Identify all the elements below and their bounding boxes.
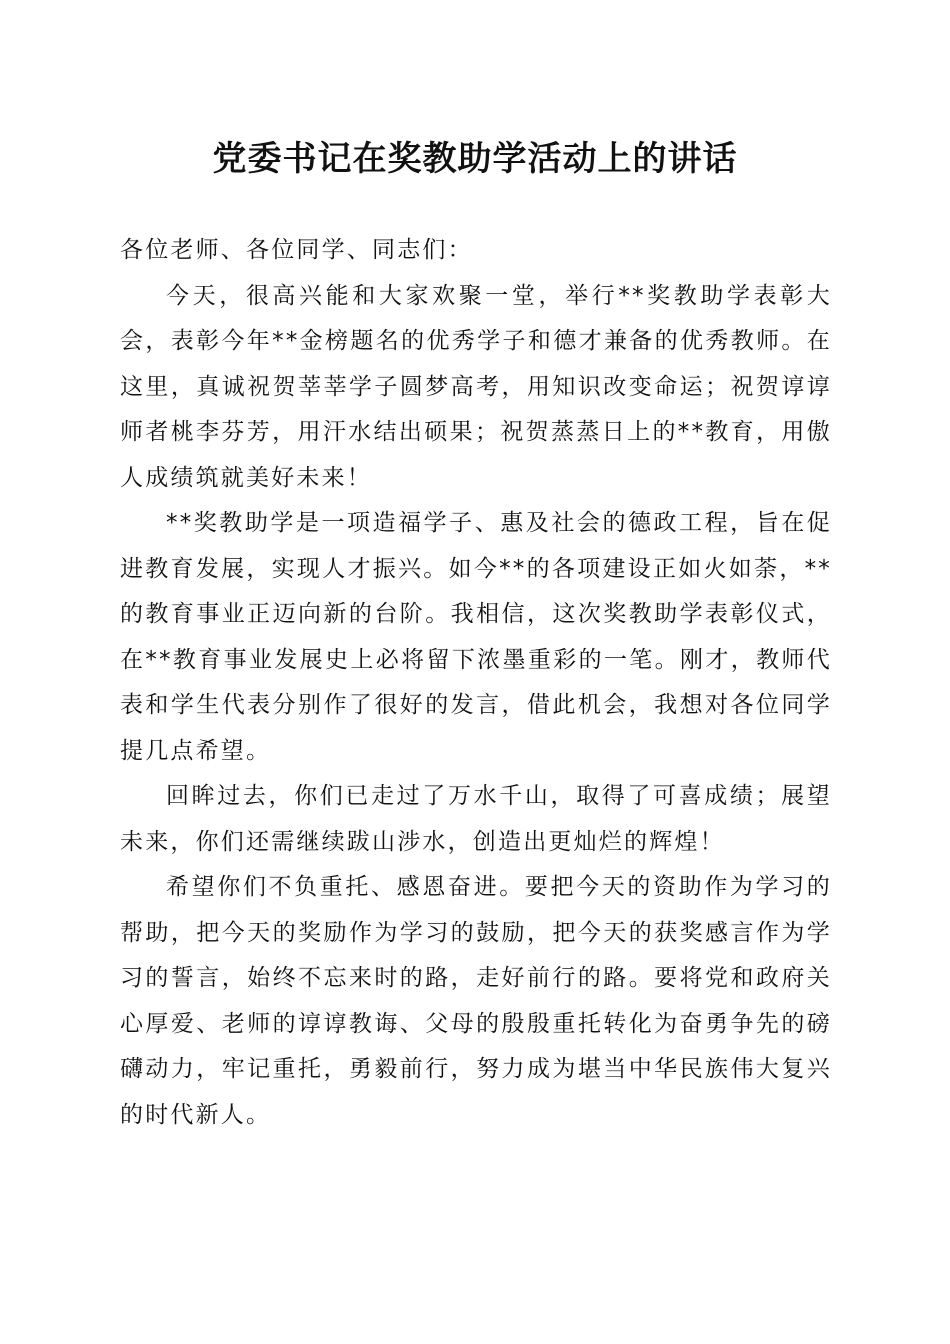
paragraph-3: 回眸过去，你们已走过了万水千山，取得了可喜成绩；展望未来，你们还需继续跋山涉水，创造出更灿烂的辉煌！ — [120, 783, 832, 855]
paragraph-1: 今天，很高兴能和大家欢聚一堂，举行**奖教助学表彰大会，表彰今年**金榜题名的优秀学子和德才兼备的优秀教师。在这里，真诚祝贺莘莘学子圆梦高考，用知识改变命运；祝贺谆谆师者桃李芬芳，用汗水结出硕果；祝贺蒸蒸日上的**教育，用傲人成绩筑就美好未来！ — [120, 282, 832, 491]
paragraph-4: 希望你们不负重托、感恩奋进。要把今天的资助作为学习的帮助，把今天的奖励作为学习的鼓励，把今天的获奖感言作为学习的誓言，始终不忘来时的路，走好前行的路。要将党和政府关心厚爱、老师的谆谆教诲、父母的殷殷重托转化为奋勇争先的磅礴动力，牢记重托，勇毅前行，努力成为堪当中华民族伟大复兴的时代新人。 — [120, 874, 832, 1128]
salutation: 各位老师、各位同学、同志们： — [120, 237, 473, 263]
paragraph-2: **奖教助学是一项造福学子、惠及社会的德政工程，旨在促进教育发展，实现人才振兴。如今**的各项建设正如火如荼，**的教育事业正迈向新的台阶。我相信，这次奖教助学表彰仪式，在**教育事业发展史上必将留下浓墨重彩的一笔。刚才，教师代表和学生代表分别作了很好的发言，借此机会，我想对各位同学提几点希望。 — [120, 510, 832, 764]
document-body — [120, 228, 832, 1138]
document-title: 党委书记在奖教助学活动上的讲话 — [212, 139, 738, 179]
